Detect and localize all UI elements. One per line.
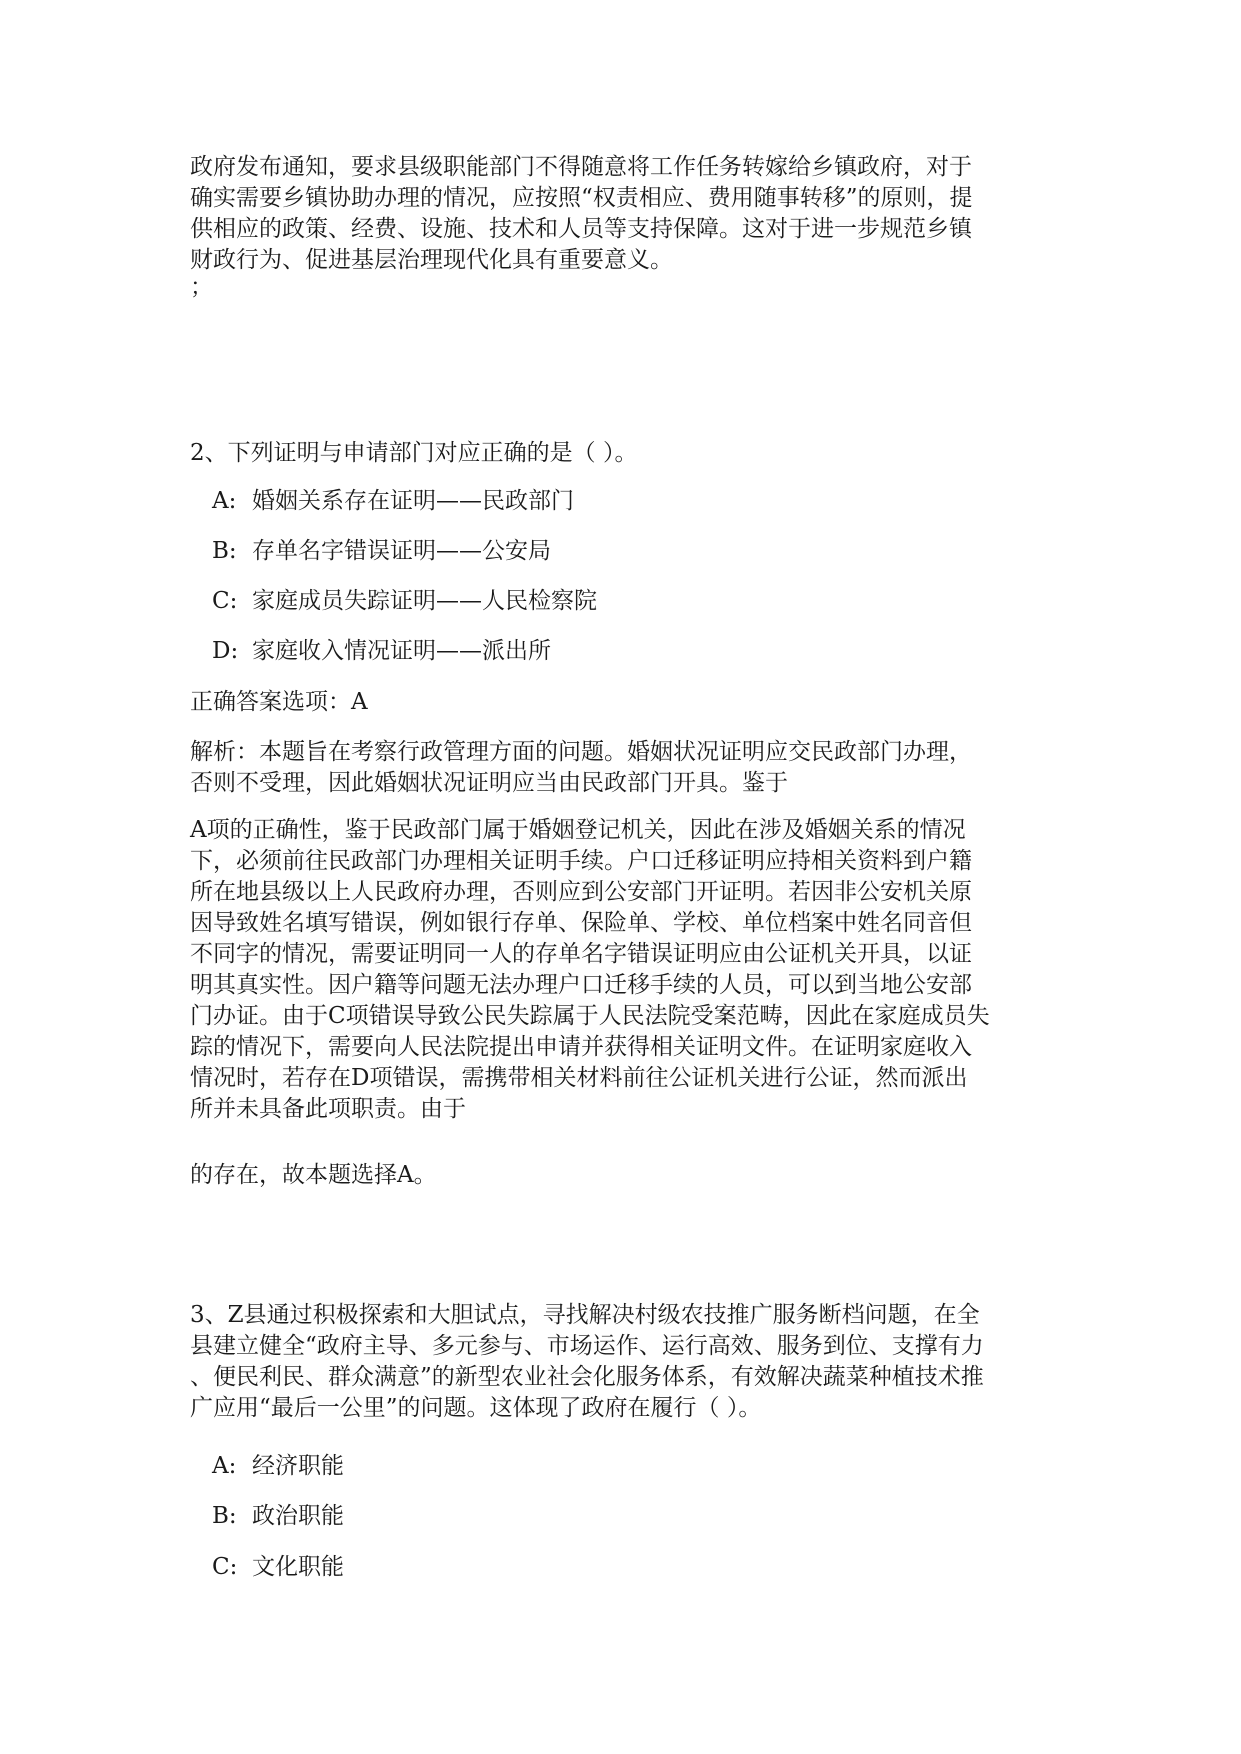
- analysis-line: 解析：本题旨在考察行政管理方面的问题。婚姻状况证明应交民政部门办理，: [190, 739, 972, 765]
- option-letter: A:: [212, 488, 237, 514]
- option-letter: A:: [212, 1453, 237, 1479]
- option-text: 婚姻关系存在证明——民政部门: [252, 488, 574, 514]
- analysis-line: 因导致姓名填写错误，例如银行存单、保险单、学校、单位档案中姓名同音但: [190, 910, 972, 936]
- analysis-line: 下，必须前往民政部门办理相关证明手续。户口迁移证明应持相关资料到户籍: [190, 848, 972, 874]
- intro-line: 财政行为、促进基层治理现代化具有重要意义。: [190, 247, 673, 273]
- question-2-option-a: [212, 486, 574, 517]
- analysis-line: A项的正确性，鉴于民政部门属于婚姻登记机关，因此在涉及婚姻关系的情况: [190, 817, 966, 843]
- question-2-analysis-3: 的存在，故本题选择A。: [190, 1162, 437, 1188]
- question-2-analysis-1: [190, 737, 1070, 799]
- analysis-line: 明其真实性。因户籍等问题无法办理户口迁移手续的人员，可以到当地公安部: [190, 972, 972, 998]
- analysis-line: 踪的情况下，需要向人民法院提出申请并获得相关证明文件。在证明家庭收入: [190, 1034, 972, 1060]
- intro-paragraph: [190, 152, 1070, 276]
- option-text: 存单名字错误证明——公安局: [252, 538, 551, 564]
- question-3-option-a: [212, 1451, 344, 1482]
- analysis-line: 情况时，若存在D项错误，需携带相关材料前往公证机关进行公证，然而派出: [190, 1065, 968, 1091]
- stem-line: 县建立健全“政府主导、多元参与、市场运作、运行高效、服务到位、支撑有力: [190, 1333, 984, 1359]
- option-letter: B:: [212, 1503, 237, 1529]
- question-2-option-b: [212, 536, 551, 567]
- question-2-option-c: [212, 586, 597, 617]
- stem-line: 、便民利民、群众满意”的新型农业社会化服务体系，有效解决蔬菜种植技术推: [190, 1364, 984, 1390]
- question-3-stem: [190, 1300, 1070, 1424]
- question-3-option-b: [212, 1501, 344, 1532]
- intro-line: 政府发布通知，要求县级职能部门不得随意将工作任务转嫁给乡镇政府，对于: [190, 154, 972, 180]
- stem-line: 广应用“最后一公里”的问题。这体现了政府在履行（ ）。: [190, 1395, 762, 1421]
- analysis-line: 不同字的情况，需要证明同一人的存单名字错误证明应由公证机关开具，以证: [190, 941, 972, 967]
- option-letter: C:: [212, 1554, 238, 1580]
- analysis-line: 所并未具备此项职责。由于: [190, 1096, 466, 1122]
- option-letter: D:: [212, 638, 239, 664]
- question-2-stem: 2、下列证明与申请部门对应正确的是（ ）。: [190, 440, 638, 466]
- option-letter: B:: [212, 538, 237, 564]
- question-2-answer: 正确答案选项：A: [190, 689, 368, 715]
- question-3-option-c: [212, 1552, 344, 1583]
- option-text: 经济职能: [252, 1453, 344, 1479]
- intro-separator: ；: [190, 274, 213, 300]
- analysis-line: 所在地县级以上人民政府办理，否则应到公安部门开证明。若因非公安机关原: [190, 879, 972, 905]
- option-text: 家庭收入情况证明——派出所: [252, 638, 551, 664]
- question-2-option-d: [212, 636, 551, 667]
- intro-line: 确实需要乡镇协助办理的情况，应按照“权责相应、费用随事转移”的原则，提: [190, 185, 973, 211]
- option-letter: C:: [212, 588, 238, 614]
- intro-line: 供相应的政策、经费、设施、技术和人员等支持保障。这对于进一步规范乡镇: [190, 216, 972, 242]
- analysis-line: 门办证。由于C项错误导致公民失踪属于人民法院受案范畴，因此在家庭成员失: [190, 1003, 990, 1029]
- option-text: 家庭成员失踪证明——人民检察院: [252, 588, 597, 614]
- stem-line: 3、Z县通过积极探索和大胆试点，寻找解决村级农技推广服务断档问题，在全: [190, 1302, 980, 1328]
- analysis-line: 否则不受理，因此婚姻状况证明应当由民政部门开具。鉴于: [190, 770, 788, 796]
- option-text: 文化职能: [252, 1554, 344, 1580]
- option-text: 政治职能: [252, 1503, 344, 1529]
- question-2-analysis-2: [190, 815, 1070, 1125]
